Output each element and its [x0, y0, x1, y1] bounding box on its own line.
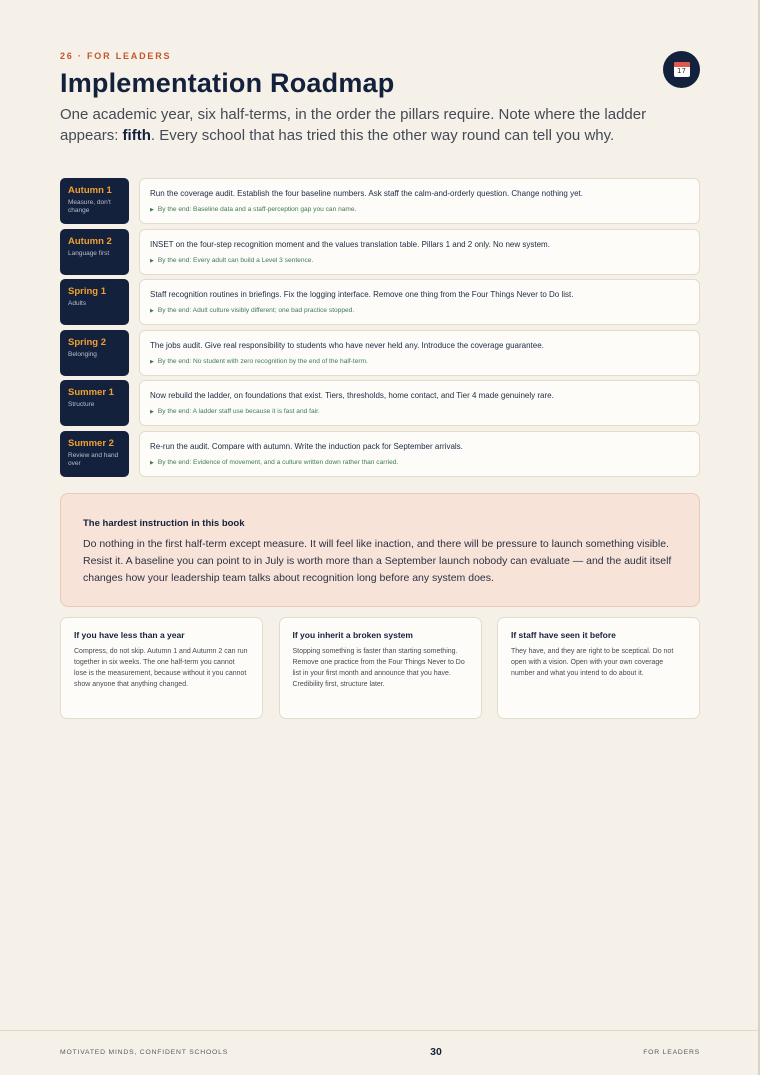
callout-body: Do nothing in the first half-term except measure. It will feel like inaction, and there will be pressure to launch something visible. Resist it. A baseline you can point to in July is worth more than a September launch nobody can evaluate — and the audit itself changes how your leadership team talks about recognition long before any system does.	[83, 538, 672, 584]
term-outcome-text: By the end: Adult culture visibly different; one bad practice stopped.	[157, 307, 355, 315]
section-eyebrow: 26 · FOR LEADERS	[60, 51, 172, 61]
term-card	[139, 178, 700, 224]
term-name: Summer 2	[68, 437, 114, 449]
term-card	[139, 279, 700, 325]
intro-text: One academic year, six half-terms, in the order the pillars require. Note where the ladder appears:	[60, 106, 647, 144]
term-label	[60, 330, 129, 376]
term-outcome-text: By the end: Baseline data and a staff-perception gap you can name.	[157, 206, 357, 213]
roadmap-row	[60, 330, 700, 376]
calendar-date: 17	[677, 67, 686, 75]
roadmap	[60, 178, 700, 482]
callout-box	[60, 493, 700, 607]
triangle-right-icon: ▶	[150, 459, 154, 466]
roadmap-row	[60, 178, 700, 224]
term-focus: Belonging	[68, 350, 97, 358]
calendar-icon	[674, 62, 690, 77]
triangle-right-icon: ▶	[150, 257, 154, 264]
roadmap-row	[60, 229, 700, 275]
term-label	[60, 431, 129, 477]
term-card	[139, 330, 700, 376]
term-actions: Re-run the audit. Compare with autumn. Write the induction pack for September arrivals.	[150, 441, 463, 451]
term-outcome	[150, 205, 689, 215]
footer-section: FOR LEADERS	[643, 1049, 700, 1056]
term-outcome	[150, 357, 689, 367]
callout-title: The hardest instruction in this book	[83, 518, 245, 529]
tip-title: If you inherit a broken system	[292, 630, 413, 640]
intro-emphasis: fifth	[122, 127, 151, 144]
term-actions: INSET on the four-step recognition moment and the values translation table. Pillars 1 and 2 only. No new system.	[150, 239, 550, 249]
term-outcome	[150, 256, 689, 266]
intro-paragraph	[60, 104, 660, 146]
term-label	[60, 380, 129, 426]
term-outcome-text: By the end: A ladder staff use because it is fast and fair.	[157, 408, 320, 416]
term-actions: The jobs audit. Give real responsibility to students who have never held any. Introduce the coverage guarantee.	[150, 340, 544, 350]
term-outcome	[150, 407, 689, 417]
tip-card	[279, 617, 482, 719]
roadmap-row	[60, 380, 700, 426]
roadmap-row	[60, 431, 700, 477]
term-outcome	[150, 458, 689, 468]
calendar-badge	[663, 51, 700, 88]
term-focus: Measure, don't change	[68, 199, 111, 214]
term-name: Autumn 2	[68, 235, 112, 247]
footer-book-title: MOTIVATED MINDS, CONFIDENT SCHOOLS	[60, 1049, 229, 1056]
term-actions: Staff recognition routines in briefings. Fix the logging interface. Remove one thing from the Four Things Never to Do list.	[150, 290, 574, 300]
term-focus: Structure	[68, 401, 95, 409]
term-focus: Language first	[68, 249, 110, 257]
term-outcome-text: By the end: Evidence of movement, and a culture written down rather than carried.	[157, 458, 399, 466]
tip-body: Compress, do not skip. Autumn 1 and Autumn 2 can run together in six weeks. The one half-term you cannot lose is the measurement, because without it you cannot show anyone that anything changed.	[74, 648, 248, 688]
term-name: Autumn 1	[68, 185, 112, 196]
term-name: Spring 1	[68, 286, 107, 298]
footer-divider	[0, 1030, 758, 1031]
triangle-right-icon: ▶	[150, 207, 154, 213]
term-focus: Review and hand over	[68, 451, 119, 467]
term-card	[139, 380, 700, 426]
tip-title: If staff have seen it before	[511, 630, 616, 640]
term-label	[60, 178, 129, 224]
term-label	[60, 229, 129, 275]
term-actions: Now rebuild the ladder, on foundations that exist. Tiers, thresholds, home contact, and Tier 4 made genuinely rare.	[150, 391, 554, 401]
triangle-right-icon: ▶	[150, 308, 154, 315]
term-label	[60, 279, 129, 325]
term-name: Spring 2	[68, 336, 107, 348]
term-focus: Adults	[68, 300, 87, 308]
page-number: 30	[430, 1046, 442, 1058]
triangle-right-icon: ▶	[150, 358, 154, 365]
tip-card	[60, 617, 263, 719]
intro-text-end: . Every school that has tried this the other way round can tell you why.	[150, 127, 615, 144]
tips-row	[60, 617, 700, 719]
tip-title: If you have less than a year	[74, 630, 185, 640]
term-name: Summer 1	[68, 387, 114, 399]
term-outcome-text: By the end: No student with zero recognition by the end of the half-term.	[157, 357, 368, 365]
term-card	[139, 431, 700, 477]
triangle-right-icon: ▶	[150, 409, 154, 416]
term-outcome	[150, 306, 689, 316]
page-title: Implementation Roadmap	[60, 68, 395, 98]
tip-card	[497, 617, 700, 719]
term-actions: Run the coverage audit. Establish the four baseline numbers. Ask staff the calm-and-orderly question. Change nothing yet.	[150, 189, 583, 198]
tip-body: Stopping something is faster than starting something. Remove one practice from the Four Things Never to Do list in your first month and announce that you have. Credibility first, structure later.	[292, 648, 465, 688]
tip-body: They have, and they are right to be sceptical. Do not open with a vision. Open with your own coverage number and what you intend to do about it.	[511, 648, 674, 677]
term-outcome-text: By the end: Every adult can build a Level 3 sentence.	[157, 256, 314, 264]
roadmap-row	[60, 279, 700, 325]
term-card	[139, 229, 700, 275]
